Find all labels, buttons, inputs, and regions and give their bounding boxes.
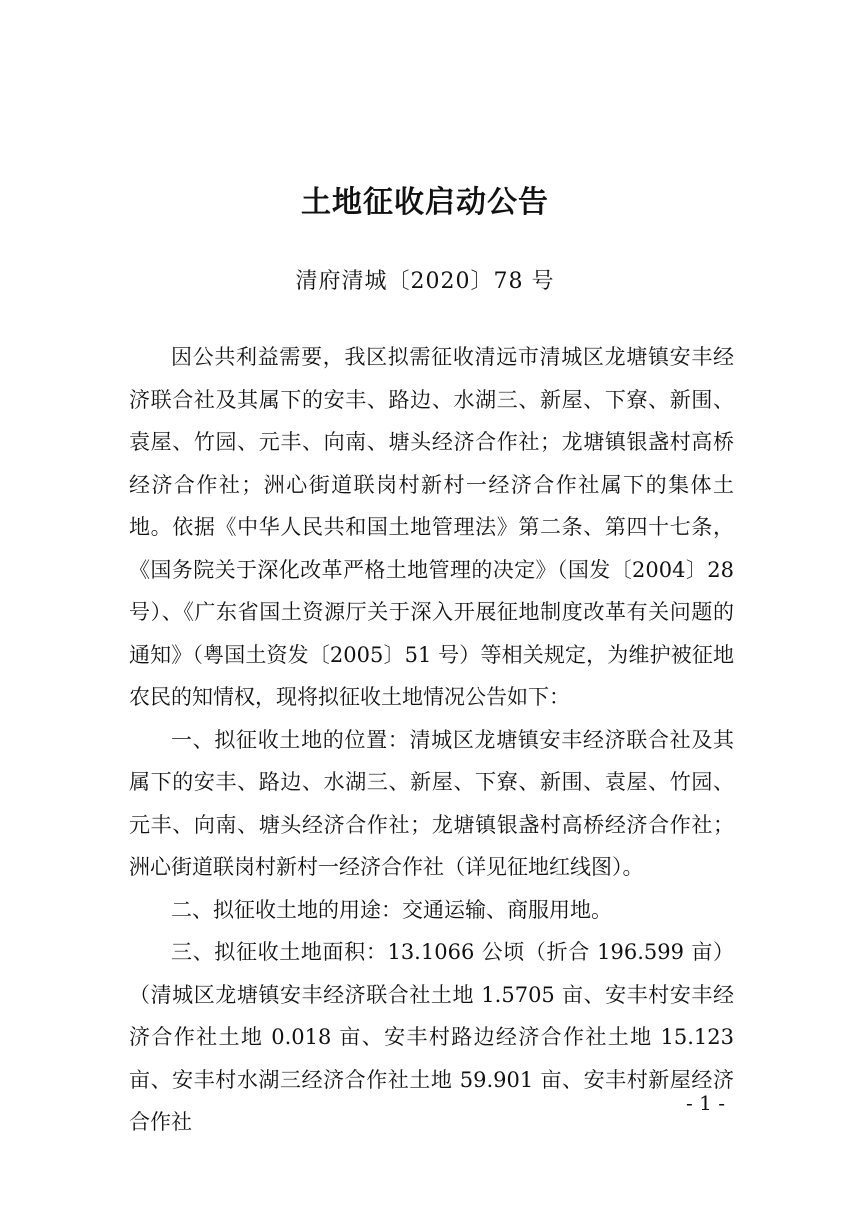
paragraph-usage: 二、拟征收土地的用途：交通运输、商服用地。 [171,897,612,922]
document-number: 清府清城〔2020〕78 号 [295,269,555,294]
paragraph-location: 一、拟征收土地的位置：清城区龙塘镇安丰经济联合社及其属下的安丰、路边、水湖三、新屋、下寮、新围、袁屋、竹园、元丰、向南、塘头经济合作社；龙塘镇银盏村高桥经济合作社；洲心街道联岗村新村一经济合作社（详见征地红线图）。 [129,727,734,879]
document-body [129,336,734,1144]
page-title: 土地征收启动公告 [301,185,549,220]
paragraph-area: 三、拟征收土地面积：13.1066 公顷（折合 196.599 亩）（清城区龙塘镇安丰经济联合社土地 1.5705 亩、安丰村安丰经济合作社土地 0.018 亩、安丰村路边经济合作社土地 15.123 亩、安丰村水湖三经济合作社土地 59.901 亩、安丰村新屋经济合作社 [129,940,734,1134]
page-number: - 1 - [686,1091,725,1115]
paragraph-intro: 因公共利益需要，我区拟需征收清远市清城区龙塘镇安丰经济联合社及其属下的安丰、路边、水湖三、新屋、下寮、新围、袁屋、竹园、元丰、向南、塘头经济合作社；龙塘镇银盏村高桥经济合作社；洲心街道联岗村新村一经济合作社属下的集体土地。依据《中华人民共和国土地管理法》第二条、第四十七条，《国务院关于深化改革严格土地管理的决定》（国发〔2004〕28 号）、《广东省国土资源厅关于深入开展征地制度改革有关问题的通知》（粤国土资发〔2005〕51 号）等相关规定，为维护被征地农民的知情权，现将拟征收土地情况公告如下： [129,345,734,709]
